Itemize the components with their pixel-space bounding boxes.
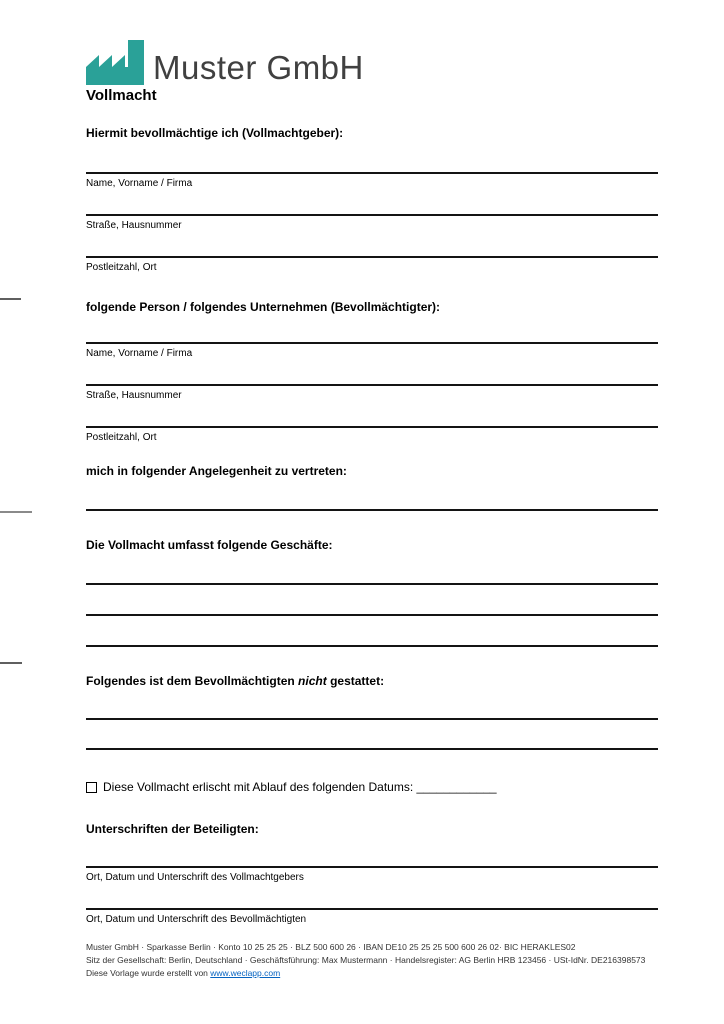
- grantor-street-label: Straße, Hausnummer: [86, 220, 182, 231]
- fold-mark-bottom: [0, 662, 22, 664]
- grantor-name-label: Name, Vorname / Firma: [86, 178, 193, 189]
- footer-bank-line: Muster GmbH · Sparkasse Berlin · Konto 10 25 25 25 · BLZ 500 600 26 · IBAN DE10 25 25 25 500 600 26 02· BIC HERAKLES02: [86, 942, 576, 952]
- restrictions-heading-prefix: Folgendes ist dem Bevollmächtigten: [86, 674, 295, 688]
- signature-line-grantor: [86, 866, 658, 868]
- expiry-checkbox[interactable]: [86, 782, 97, 793]
- restrictions-heading-suffix: gestattet:: [330, 674, 385, 688]
- punch-hole-mark: [0, 511, 32, 513]
- document-title: Vollmacht: [86, 87, 157, 104]
- factory-icon: [86, 40, 144, 85]
- footer-company-line: Sitz der Gesellschaft: Berlin, Deutschland · Geschäftsführung: Max Mustermann · Handelsregister: AG Berlin HRB 123456 · USt-IdNr. DE216398573: [86, 955, 646, 965]
- matter-blank-line: [86, 509, 658, 511]
- footer-credit-prefix: Diese Vorlage wurde erstellt von: [86, 968, 211, 978]
- attorney-street-line: [86, 384, 658, 386]
- expiry-label: Diese Vollmacht erlischt mit Ablauf des folgenden Datums:: [103, 780, 417, 794]
- grantor-city-label: Postleitzahl, Ort: [86, 262, 157, 273]
- footer: [86, 941, 645, 980]
- expiry-option: [86, 780, 497, 794]
- restrictions-heading: [86, 674, 384, 688]
- expiry-date-blank: ____________: [416, 780, 497, 794]
- attorney-name-label: Name, Vorname / Firma: [86, 348, 193, 359]
- signature-line-attorney: [86, 908, 658, 910]
- company-logo: [86, 40, 364, 85]
- restrictions-blank-line-1: [86, 718, 658, 720]
- scope-blank-line-3: [86, 645, 658, 647]
- scope-blank-line-2: [86, 614, 658, 616]
- matter-heading: mich in folgender Angelegenheit zu vertreten:: [86, 464, 347, 478]
- restrictions-heading-italic: nicht: [294, 674, 331, 688]
- scope-heading: Die Vollmacht umfasst folgende Geschäfte:: [86, 538, 333, 552]
- company-name: Muster GmbH: [153, 49, 364, 86]
- grantor-heading: Hiermit bevollmächtige ich (Vollmachtgeber):: [86, 126, 344, 140]
- signature-label-attorney: Ort, Datum und Unterschrift des Bevollmächtigten: [86, 914, 307, 925]
- attorney-city-label: Postleitzahl, Ort: [86, 432, 157, 443]
- signatures-heading: Unterschriften der Beteiligten:: [86, 822, 259, 836]
- attorney-city-line: [86, 426, 658, 428]
- grantor-city-line: [86, 256, 658, 258]
- fold-mark-top: [0, 298, 21, 300]
- grantor-street-line: [86, 214, 658, 216]
- weclapp-link[interactable]: www.weclapp.com: [210, 968, 281, 978]
- attorney-street-label: Straße, Hausnummer: [86, 390, 182, 401]
- signature-label-grantor: Ort, Datum und Unterschrift des Vollmachtgebers: [86, 872, 304, 883]
- grantor-name-line: [86, 172, 658, 174]
- footer-credit-line: [86, 967, 645, 980]
- attorney-heading: folgende Person / folgendes Unternehmen (Bevollmächtigter):: [86, 300, 441, 314]
- attorney-name-line: [86, 342, 658, 344]
- scope-blank-line-1: [86, 583, 658, 585]
- restrictions-blank-line-2: [86, 748, 658, 750]
